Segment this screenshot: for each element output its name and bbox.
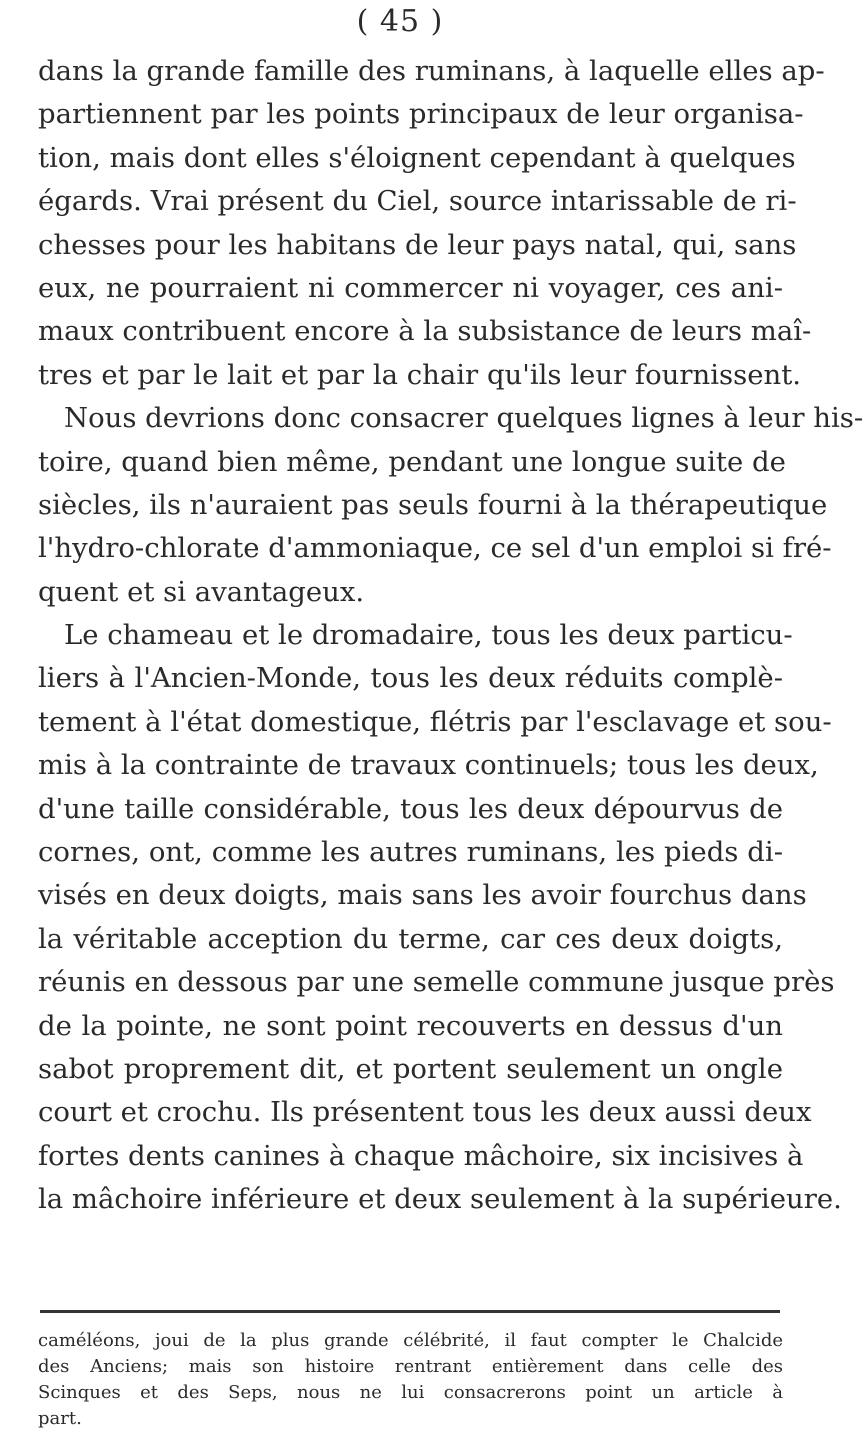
text-line: toire, quand bien même, pendant une longue suite de xyxy=(38,445,786,478)
page-number: ( 45 ) xyxy=(356,4,444,39)
text-line: maux contribuent encore à la subsistance de leurs maî- xyxy=(38,315,812,348)
text-line: tement à l'état domestique, flétris par l'esclavage et sou- xyxy=(38,705,832,738)
text-line: tion, mais dont elles s'éloignent cependant à quelques xyxy=(38,141,796,174)
text-line: liers à l'Ancien-Monde, tous les deux réduits complè- xyxy=(38,662,783,695)
text-line: court et crochu. Ils présentent tous les deux aussi deux xyxy=(38,1096,812,1129)
footnote xyxy=(38,1328,783,1432)
text-line: Nous devrions donc consacrer quelques lignes à leur his- xyxy=(64,402,863,435)
text-line: fortes dents canines à chaque mâchoire, six incisives à xyxy=(38,1139,804,1172)
text-line: sabot proprement dit, et portent seulement un ongle xyxy=(38,1052,783,1085)
text-line: partiennent par les points principaux de leur organisa- xyxy=(38,98,804,131)
text-line: Le chameau et le dromadaire, tous les deux particu- xyxy=(64,619,793,652)
footnote-line: caméléons, joui de la plus grande célébrité, il faut compter le Chalcide xyxy=(38,1330,783,1351)
text-line: visés en deux doigts, mais sans les avoir fourchus dans xyxy=(38,879,807,912)
text-line: égards. Vrai présent du Ciel, source intarissable de ri- xyxy=(38,185,797,218)
text-line: la véritable acception du terme, car ces deux doigts, xyxy=(38,922,783,955)
text-line: tres et par le lait et par la chair qu'ils leur fournissent. xyxy=(38,358,802,391)
text-line: eux, ne pourraient ni commercer ni voyager, ces ani- xyxy=(38,271,783,304)
text-line: de la pointe, ne sont point recouverts en dessus d'un xyxy=(38,1009,783,1042)
text-line: dans la grande famille des ruminans, à laquelle elles ap- xyxy=(38,55,825,87)
text-line: chesses pour les habitans de leur pays natal, qui, sans xyxy=(38,228,797,261)
footnote-line: part. xyxy=(38,1408,82,1429)
text-line: cornes, ont, comme les autres ruminans, les pieds di- xyxy=(38,836,783,869)
text-line: la mâchoire inférieure et deux seulement à la supérieure. xyxy=(38,1183,842,1216)
footnote-line: des Anciens; mais son histoire rentrant entièrement dans celle des xyxy=(38,1356,783,1377)
text-line: d'une taille considérable, tous les deux dépourvus de xyxy=(38,792,783,825)
text-line: réunis en dessous par une semelle commune jusque près xyxy=(38,966,835,999)
text-line: l'hydro-chlorate d'ammoniaque, ce sel d'un emploi si fré- xyxy=(38,532,832,565)
body-text xyxy=(38,50,863,1222)
text-line: siècles, ils n'auraient pas seuls fourni à la thérapeutique xyxy=(38,488,828,521)
text-line: mis à la contrainte de travaux continuels; tous les deux, xyxy=(38,749,819,782)
text-line: quent et si avantageux. xyxy=(38,575,365,608)
footnote-line: Scinques et des Seps, nous ne lui consacrerons point un article à xyxy=(38,1382,783,1403)
footnote-divider xyxy=(40,1310,780,1313)
